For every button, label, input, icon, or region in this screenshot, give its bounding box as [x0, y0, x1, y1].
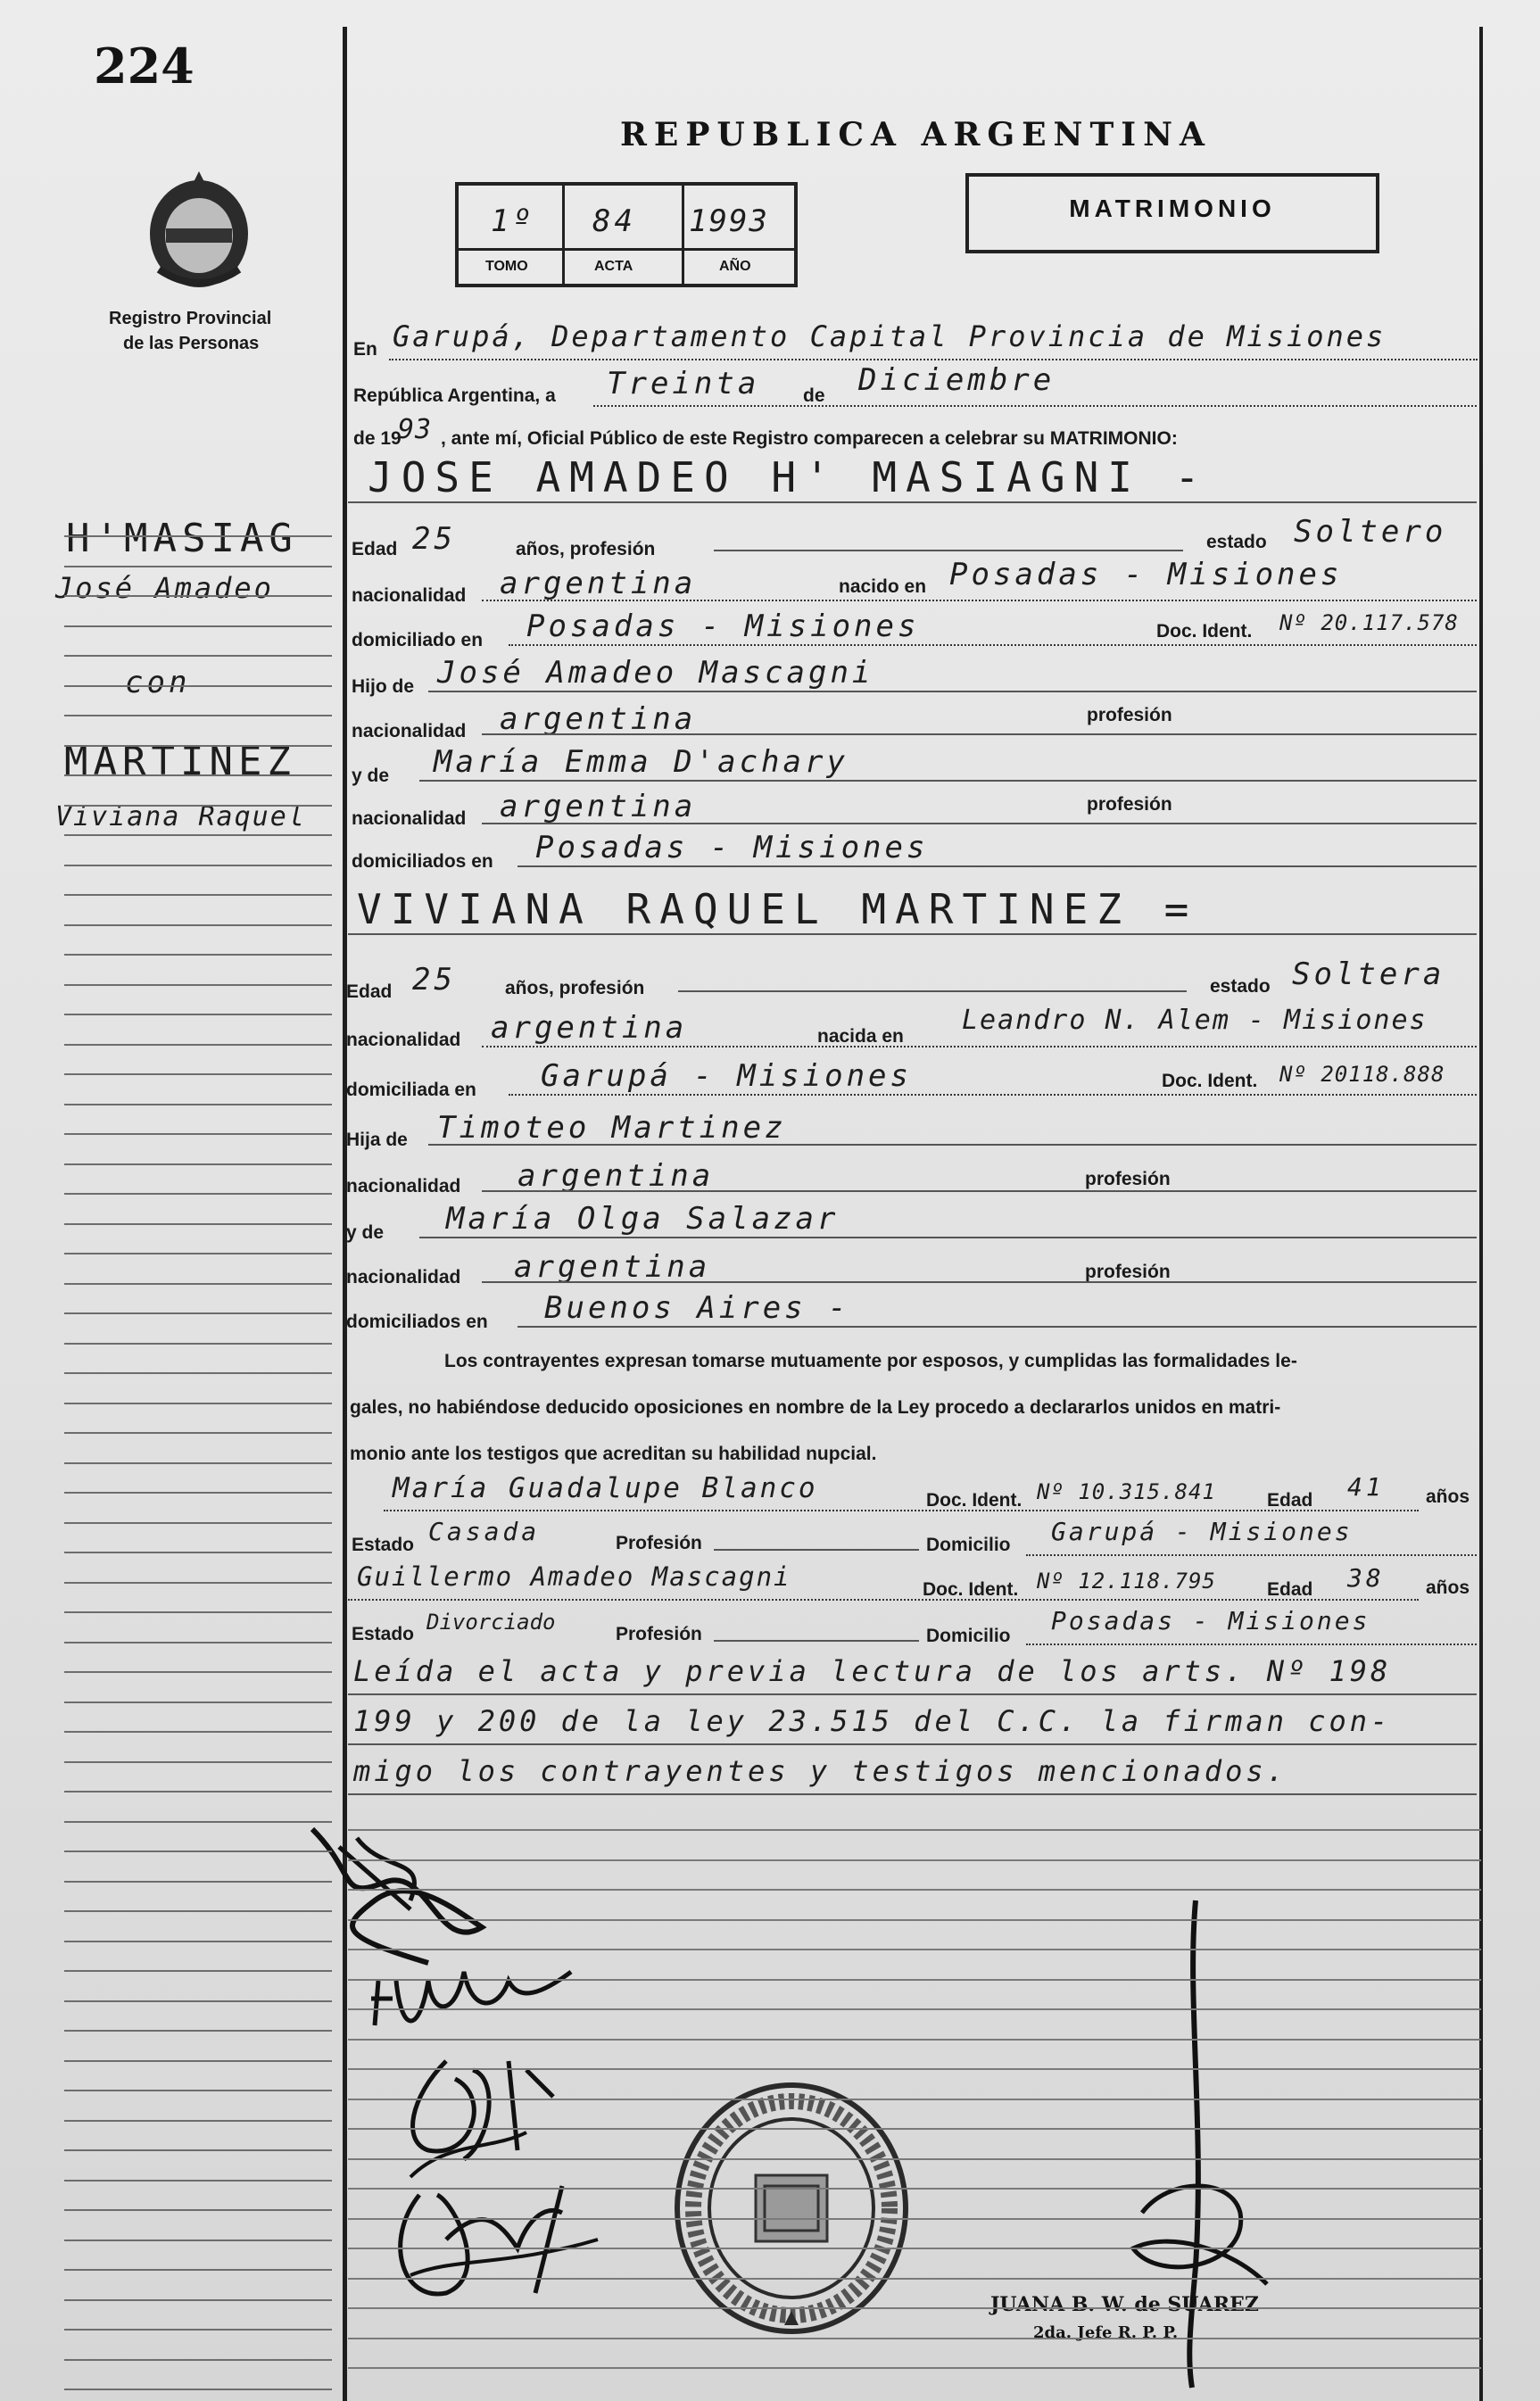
witness2-doc-label: Doc. Ident. — [923, 1579, 1019, 1600]
intro-statement: , ante mí, Oficial Público de este Registro comparecen a celebrar su MATRIMONIO: — [441, 428, 1178, 449]
margin-ruled-line — [64, 834, 332, 836]
main-ruled-line — [348, 1949, 1481, 1950]
margin-ruled-line — [64, 1133, 332, 1135]
margin-ruled-line — [64, 1910, 332, 1912]
margin-ruled-line — [64, 924, 332, 926]
closing-rule-2 — [348, 1743, 1477, 1745]
margin-ruled-line — [64, 1492, 332, 1494]
main-ruled-line — [348, 2367, 1481, 2369]
margin-ruled-line — [64, 535, 332, 537]
bride-domiciliados-line — [517, 1326, 1477, 1328]
country-title: REPUBLICA ARGENTINA — [620, 116, 1212, 153]
bride-padre: Timoteo Martinez — [437, 1110, 787, 1146]
groom-nacido-label: nacido en — [839, 576, 927, 597]
intro-place: Garupá, Departamento Capital Provincia de Misiones — [393, 319, 1387, 353]
witness2-edad: 38 — [1347, 1563, 1385, 1593]
margin-ruled-line — [64, 954, 332, 956]
witness1-edad: 41 — [1347, 1472, 1385, 1502]
groom-hijo-label: Hijo de — [352, 676, 415, 697]
main-ruled-line — [348, 2278, 1481, 2280]
margin-ruled-line — [64, 1941, 332, 1942]
margin-ruled-line — [64, 2030, 332, 2032]
acta-label: ACTA — [594, 259, 633, 274]
margin-ruled-line — [64, 2180, 332, 2182]
witness1-profesion-label: Profesión — [616, 1533, 702, 1553]
groom-padre-nac: argentina — [500, 701, 697, 737]
margin-ruled-line — [64, 685, 332, 687]
margin-ruled-line — [64, 1312, 332, 1314]
groom-full-name: JOSE AMADEO H' MASIAGNI - — [368, 453, 1209, 501]
closing-line-2: 199 y 200 de la ley 23.515 del C.C. la firman con- — [353, 1704, 1392, 1738]
margin-surname-groom: H'MASIAG — [66, 516, 298, 561]
declaration-line-1: Los contrayentes expresan tomarse mutuamente por esposos, y cumplidas las formalidades le- — [444, 1351, 1297, 1371]
margin-ruled-line — [64, 1253, 332, 1254]
margin-ruled-line — [64, 2389, 332, 2390]
margin-ruled-line — [64, 984, 332, 986]
margin-ruled-line — [64, 1970, 332, 1972]
bride-madre-line — [419, 1237, 1477, 1238]
witness2-domicilio-label: Domicilio — [926, 1626, 1011, 1646]
bride-domiciliados: Buenos Aires - — [544, 1290, 850, 1326]
margin-ruled-line — [64, 2120, 332, 2122]
bride-nacida: Leandro N. Alem - Misiones — [962, 1005, 1428, 1036]
margin-ruled-line — [64, 1403, 332, 1404]
groom-domiciliados: Posadas - Misiones — [535, 830, 929, 865]
groom-madre-line — [419, 780, 1477, 782]
groom-domicilio-label: domiciliado en — [352, 630, 484, 650]
signature-bride — [366, 1945, 580, 2052]
margin-ruled-line — [64, 1343, 332, 1345]
groom-padre-nac-line — [482, 733, 1477, 735]
margin-ruled-line — [64, 1193, 332, 1195]
witness1-line — [384, 1510, 1419, 1511]
bride-nacida-label: nacida en — [817, 1026, 904, 1047]
margin-ruled-line — [64, 1881, 332, 1883]
groom-profesion-line — [714, 550, 1183, 551]
closing-line-3: migo los contrayentes y testigos mencionados. — [353, 1754, 1287, 1788]
witness2-doc: Nº 12.118.795 — [1037, 1569, 1216, 1594]
margin-ruled-line — [64, 2149, 332, 2151]
main-ruled-line — [348, 1859, 1481, 1861]
bride-domicilio: Garupá - Misiones — [541, 1058, 912, 1094]
closing-rule-3 — [348, 1793, 1477, 1795]
intro-date-line — [593, 405, 1477, 407]
year-prefix: de 19 — [353, 428, 402, 449]
margin-ruled-line — [64, 566, 332, 567]
page-number: 224 — [94, 37, 195, 95]
margin-divider — [343, 27, 347, 2401]
margin-ruled-line — [64, 2240, 332, 2241]
tomo-acta-ano-box — [455, 182, 798, 287]
margin-ruled-line — [64, 1731, 332, 1733]
republica-label: República Argentina, a — [353, 385, 556, 406]
witness1-anos-label: años — [1426, 1486, 1470, 1507]
bride-full-name: VIVIANA RAQUEL MARTINEZ = — [357, 885, 1198, 933]
main-ruled-line — [348, 2307, 1481, 2309]
margin-ruled-line — [64, 1163, 332, 1165]
record-type-box — [965, 173, 1379, 253]
margin-ruled-line — [64, 1611, 332, 1613]
margin-ruled-line — [64, 1462, 332, 1464]
margin-name-groom: José Amadeo — [55, 571, 274, 605]
main-ruled-line — [348, 2039, 1481, 2041]
margin-surname-bride: MARTINEZ — [64, 739, 296, 784]
bride-yde-label: y de — [346, 1222, 385, 1243]
bride-doc-label: Doc. Ident. — [1162, 1071, 1258, 1091]
intro-month: Diciembre — [858, 362, 1056, 398]
bride-edad: 25 — [412, 962, 456, 998]
bride-domicilio-label: domiciliada en — [346, 1080, 476, 1100]
witness2-domicilio-line — [1026, 1643, 1477, 1645]
groom-padre-line — [428, 691, 1477, 692]
witness2-name: Guillermo Amadeo Mascagni — [357, 1561, 791, 1592]
margin-ruled-line — [64, 2060, 332, 2062]
margin-ruled-line — [64, 2090, 332, 2091]
margin-ruled-line — [64, 2299, 332, 2301]
intro-day: Treinta — [607, 366, 760, 402]
margin-ruled-line — [64, 1821, 332, 1823]
intro-en-label: En — [353, 339, 377, 360]
record-type: MATRIMONIO — [1069, 195, 1276, 222]
main-ruled-line — [348, 1919, 1481, 1921]
year-suffix: 93 — [398, 414, 433, 445]
margin-name-bride: Viviana Raquel — [55, 801, 306, 832]
bride-domiciliados-label: domiciliados en — [346, 1312, 488, 1332]
groom-padre-prof-label: profesión — [1087, 705, 1172, 725]
groom-yde-label: y de — [352, 766, 390, 786]
main-ruled-line — [348, 2128, 1481, 2130]
witness1-estado-label: Estado — [352, 1535, 415, 1555]
closing-rule-1 — [348, 1693, 1477, 1695]
witness1-edad-label: Edad — [1267, 1490, 1313, 1511]
de-label: de — [803, 385, 825, 406]
margin-ruled-line — [64, 655, 332, 657]
witness1-domicilio-line — [1026, 1554, 1477, 1556]
margin-ruled-line — [64, 1522, 332, 1524]
official-title: 2da. Jefe R. P. P. — [1033, 2323, 1179, 2342]
margin-ruled-line — [64, 2000, 332, 2002]
registry-name-line2: de las Personas — [123, 334, 260, 353]
groom-edad: 25 — [412, 521, 456, 557]
bride-nac: argentina — [491, 1010, 688, 1046]
intro-place-line — [389, 359, 1478, 360]
witness2-line — [348, 1599, 1419, 1601]
groom-madre-nac-line — [482, 823, 1477, 824]
witness2-estado: Divorciado — [426, 1610, 556, 1635]
margin-ruled-line — [64, 1791, 332, 1792]
witness2-domicilio: Posadas - Misiones — [1051, 1606, 1370, 1635]
witness2-profesion-line — [714, 1640, 919, 1642]
groom-nac: argentina — [500, 566, 697, 601]
margin-ruled-line — [64, 1372, 332, 1374]
bride-doc: Nº 20118.888 — [1279, 1062, 1445, 1087]
main-ruled-line — [348, 2158, 1481, 2160]
bride-madre-prof-label: profesión — [1085, 1262, 1171, 1282]
declaration-line-3: monio ante los testigos que acreditan su habilidad nupcial. — [350, 1444, 877, 1464]
bride-padre-nac: argentina — [517, 1158, 715, 1194]
margin-ruled-line — [64, 1014, 332, 1015]
groom-padre-nac-label: nacionalidad — [352, 721, 467, 741]
declaration-line-2: gales, no habiéndose deducido oposiciones en nombre de la Ley procedo a declararlos unidos en matri- — [350, 1397, 1281, 1418]
bride-name-line — [348, 933, 1477, 935]
margin-ruled-line — [64, 894, 332, 896]
margin-ruled-line — [64, 774, 332, 776]
margin-ruled-line — [64, 1223, 332, 1225]
margin-ruled-line — [64, 625, 332, 627]
groom-madre-nac: argentina — [500, 789, 697, 824]
bride-edad-label: Edad — [346, 981, 393, 1002]
margin-ruled-line — [64, 2209, 332, 2211]
margin-ruled-line — [64, 865, 332, 866]
margin-ruled-line — [64, 1671, 332, 1673]
margin-ruled-line — [64, 715, 332, 716]
witness1-profesion-line — [714, 1549, 919, 1551]
closing-line-1: Leída el acta y previa lectura de los arts. Nº 198 — [353, 1654, 1392, 1688]
witness1-doc: Nº 10.315.841 — [1037, 1479, 1216, 1504]
witness1-doc-label: Doc. Ident. — [926, 1490, 1023, 1511]
witness2-estado-label: Estado — [352, 1624, 415, 1644]
bride-padre-prof-label: profesión — [1085, 1169, 1171, 1189]
witness1-domicilio: Garupá - Misiones — [1051, 1517, 1353, 1546]
groom-nac-line — [482, 600, 1477, 601]
groom-madre-prof-label: profesión — [1087, 794, 1172, 815]
signature-witness2 — [384, 2168, 616, 2320]
margin-ruled-line — [64, 805, 332, 807]
margin-ruled-line — [64, 1850, 332, 1852]
groom-padre: José Amadeo Mascagni — [437, 655, 874, 691]
groom-domicilio-line — [509, 644, 1477, 646]
margin-ruled-line — [64, 2329, 332, 2331]
margin-ruled-line — [64, 1761, 332, 1763]
margin-ruled-line — [64, 1283, 332, 1285]
bride-anos-profesion-label: años, profesión — [505, 978, 645, 998]
margin-connector: con — [125, 665, 191, 700]
groom-estado: Soltero — [1294, 514, 1447, 550]
groom-doc: Nº 20.117.578 — [1279, 610, 1459, 635]
margin-ruled-line — [64, 1073, 332, 1075]
ano-label: AÑO — [719, 259, 751, 274]
bride-madre-nac-label: nacionalidad — [346, 1267, 461, 1287]
witness1-name: María Guadalupe Blanco — [393, 1472, 818, 1504]
witness1-estado: Casada — [428, 1517, 541, 1546]
bride-nac-line — [482, 1046, 1477, 1047]
witness2-anos-label: años — [1426, 1577, 1470, 1598]
main-ruled-line — [348, 2068, 1481, 2070]
groom-anos-profesion-label: años, profesión — [516, 539, 656, 559]
witness1-domicilio-label: Domicilio — [926, 1535, 1011, 1555]
margin-ruled-line — [64, 1582, 332, 1584]
bride-hija-label: Hija de — [346, 1130, 408, 1150]
margin-ruled-line — [64, 1701, 332, 1703]
main-ruled-line — [348, 2188, 1481, 2190]
witness2-edad-label: Edad — [1267, 1579, 1313, 1600]
groom-nacido: Posadas - Misiones — [949, 557, 1343, 592]
groom-domicilio: Posadas - Misiones — [526, 609, 920, 644]
tomo-label: TOMO — [485, 259, 528, 274]
groom-doc-label: Doc. Ident. — [1156, 621, 1253, 642]
groom-nac-label: nacionalidad — [352, 585, 467, 606]
margin-ruled-line — [64, 1432, 332, 1434]
right-border — [1479, 27, 1483, 2401]
margin-ruled-line — [64, 2359, 332, 2361]
margin-ruled-line — [64, 1104, 332, 1105]
bride-estado-label: estado — [1210, 976, 1271, 997]
margin-ruled-line — [64, 745, 332, 747]
main-ruled-line — [348, 1889, 1481, 1891]
main-ruled-line — [348, 2218, 1481, 2220]
main-ruled-line — [348, 2008, 1481, 2010]
margin-ruled-line — [64, 1044, 332, 1046]
groom-edad-label: Edad — [352, 539, 398, 559]
main-ruled-line — [348, 1829, 1481, 1831]
groom-madre: María Emma D'achary — [434, 744, 849, 780]
bride-domicilio-line — [509, 1094, 1477, 1096]
groom-domiciliados-line — [517, 865, 1477, 867]
margin-ruled-line — [64, 1552, 332, 1553]
bride-profesion-line — [678, 990, 1187, 992]
margin-ruled-line — [64, 2269, 332, 2271]
margin-ruled-line — [64, 1642, 332, 1643]
acta-value: 84 — [592, 203, 636, 239]
bride-madre-nac-line — [482, 1281, 1477, 1283]
tomo-value: 1º — [491, 203, 534, 239]
witness2-profesion-label: Profesión — [616, 1624, 702, 1644]
bride-nac-label: nacionalidad — [346, 1030, 461, 1050]
groom-name-line — [348, 501, 1477, 503]
groom-madre-nac-label: nacionalidad — [352, 808, 467, 829]
margin-ruled-line — [64, 595, 332, 597]
bride-madre-nac: argentina — [514, 1249, 711, 1285]
coat-of-arms-icon — [141, 162, 257, 296]
registry-name-line1: Registro Provincial — [109, 309, 272, 328]
bride-padre-nac-line — [482, 1190, 1477, 1192]
signature-official — [1106, 1892, 1285, 2391]
bride-estado: Soltera — [1292, 956, 1445, 992]
main-ruled-line — [348, 2248, 1481, 2249]
main-ruled-line — [348, 2099, 1481, 2100]
groom-domiciliados-label: domiciliados en — [352, 851, 493, 872]
official-name: JUANA B. W. de SUAREZ — [990, 2293, 1259, 2316]
bride-padre-nac-label: nacionalidad — [346, 1176, 461, 1196]
groom-estado-label: estado — [1206, 532, 1267, 552]
main-ruled-line — [348, 1979, 1481, 1981]
bride-madre: María Olga Salazar — [446, 1201, 840, 1237]
ano-value: 1993 — [689, 203, 769, 239]
bride-padre-line — [428, 1144, 1477, 1146]
main-ruled-line — [348, 2338, 1481, 2339]
official-seal-icon — [671, 2079, 912, 2338]
